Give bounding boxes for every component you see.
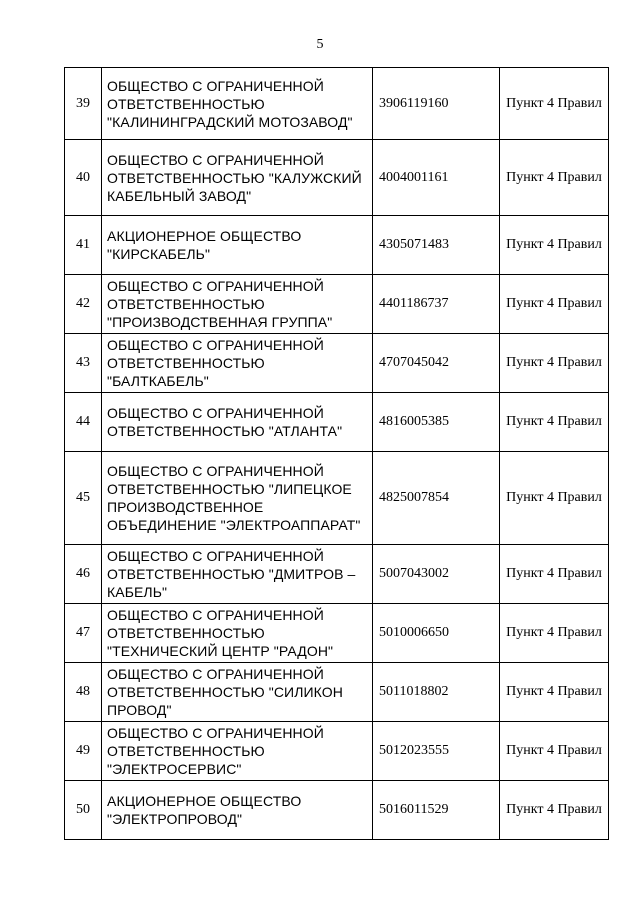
organization-name: ОБЩЕСТВО С ОГРАНИЧЕННОЙ ОТВЕТСТВЕННОСТЬЮ "ЛИПЕЦКОЕ ПРОИЗВОДСТВЕННОЕ ОБЪЕДИНЕНИЕ "ЭЛЕКТРОАППАРАТ" — [102, 452, 373, 545]
inn-value: 4816005385 — [373, 393, 500, 452]
table-row — [65, 393, 609, 452]
basis-value: Пункт 4 Правил — [500, 68, 609, 140]
row-number: 40 — [65, 140, 102, 216]
basis-value: Пункт 4 Правил — [500, 663, 609, 722]
row-number: 45 — [65, 452, 102, 545]
inn-value: 3906119160 — [373, 68, 500, 140]
basis-value: Пункт 4 Правил — [500, 393, 609, 452]
inn-value: 5010006650 — [373, 604, 500, 663]
organization-name: ОБЩЕСТВО С ОГРАНИЧЕННОЙ ОТВЕТСТВЕННОСТЬЮ "КАЛУЖСКИЙ КАБЕЛЬНЫЙ ЗАВОД" — [102, 140, 373, 216]
table-row — [65, 334, 609, 393]
organization-name: ОБЩЕСТВО С ОГРАНИЧЕННОЙ ОТВЕТСТВЕННОСТЬЮ "ТЕХНИЧЕСКИЙ ЦЕНТР "РАДОН" — [102, 604, 373, 663]
basis-value: Пункт 4 Правил — [500, 275, 609, 334]
row-number: 44 — [65, 393, 102, 452]
basis-value: Пункт 4 Правил — [500, 604, 609, 663]
row-number: 42 — [65, 275, 102, 334]
table-row — [65, 663, 609, 722]
organization-name: ОБЩЕСТВО С ОГРАНИЧЕННОЙ ОТВЕТСТВЕННОСТЬЮ "КАЛИНИНГРАДСКИЙ МОТОЗАВОД" — [102, 68, 373, 140]
organization-name: ОБЩЕСТВО С ОГРАНИЧЕННОЙ ОТВЕТСТВЕННОСТЬЮ "ПРОИЗВОДСТВЕННАЯ ГРУППА" — [102, 275, 373, 334]
organization-name: ОБЩЕСТВО С ОГРАНИЧЕННОЙ ОТВЕТСТВЕННОСТЬЮ "БАЛТКАБЕЛЬ" — [102, 334, 373, 393]
inn-value: 4401186737 — [373, 275, 500, 334]
inn-value: 5016011529 — [373, 781, 500, 840]
registry-table — [64, 67, 609, 840]
inn-value: 5011018802 — [373, 663, 500, 722]
organization-name: АКЦИОНЕРНОЕ ОБЩЕСТВО "ЭЛЕКТРОПРОВОД" — [102, 781, 373, 840]
organization-name: ОБЩЕСТВО С ОГРАНИЧЕННОЙ ОТВЕТСТВЕННОСТЬЮ "ДМИТРОВ – КАБЕЛЬ" — [102, 545, 373, 604]
inn-value: 4825007854 — [373, 452, 500, 545]
basis-value: Пункт 4 Правил — [500, 334, 609, 393]
page-number: 5 — [316, 37, 324, 52]
inn-value: 4707045042 — [373, 334, 500, 393]
organization-name: ОБЩЕСТВО С ОГРАНИЧЕННОЙ ОТВЕТСТВЕННОСТЬЮ "АТЛАНТА" — [102, 393, 373, 452]
row-number: 50 — [65, 781, 102, 840]
inn-value: 4004001161 — [373, 140, 500, 216]
basis-value: Пункт 4 Правил — [500, 216, 609, 275]
organization-name: ОБЩЕСТВО С ОГРАНИЧЕННОЙ ОТВЕТСТВЕННОСТЬЮ "СИЛИКОН ПРОВОД" — [102, 663, 373, 722]
inn-value: 5007043002 — [373, 545, 500, 604]
row-number: 43 — [65, 334, 102, 393]
row-number: 49 — [65, 722, 102, 781]
row-number: 41 — [65, 216, 102, 275]
inn-value: 4305071483 — [373, 216, 500, 275]
row-number: 46 — [65, 545, 102, 604]
basis-value: Пункт 4 Правил — [500, 452, 609, 545]
table-row — [65, 216, 609, 275]
basis-value: Пункт 4 Правил — [500, 140, 609, 216]
row-number: 48 — [65, 663, 102, 722]
table-row — [65, 68, 609, 140]
basis-value: Пункт 4 Правил — [500, 545, 609, 604]
table-row — [65, 604, 609, 663]
organization-name: АКЦИОНЕРНОЕ ОБЩЕСТВО "КИРСКАБЕЛЬ" — [102, 216, 373, 275]
row-number: 47 — [65, 604, 102, 663]
organization-name: ОБЩЕСТВО С ОГРАНИЧЕННОЙ ОТВЕТСТВЕННОСТЬЮ "ЭЛЕКТРОСЕРВИС" — [102, 722, 373, 781]
basis-value: Пункт 4 Правил — [500, 722, 609, 781]
row-number: 39 — [65, 68, 102, 140]
table-row — [65, 545, 609, 604]
table-row — [65, 275, 609, 334]
table-row — [65, 140, 609, 216]
table-row — [65, 781, 609, 840]
basis-value: Пункт 4 Правил — [500, 781, 609, 840]
table-row — [65, 722, 609, 781]
inn-value: 5012023555 — [373, 722, 500, 781]
table-row — [65, 452, 609, 545]
